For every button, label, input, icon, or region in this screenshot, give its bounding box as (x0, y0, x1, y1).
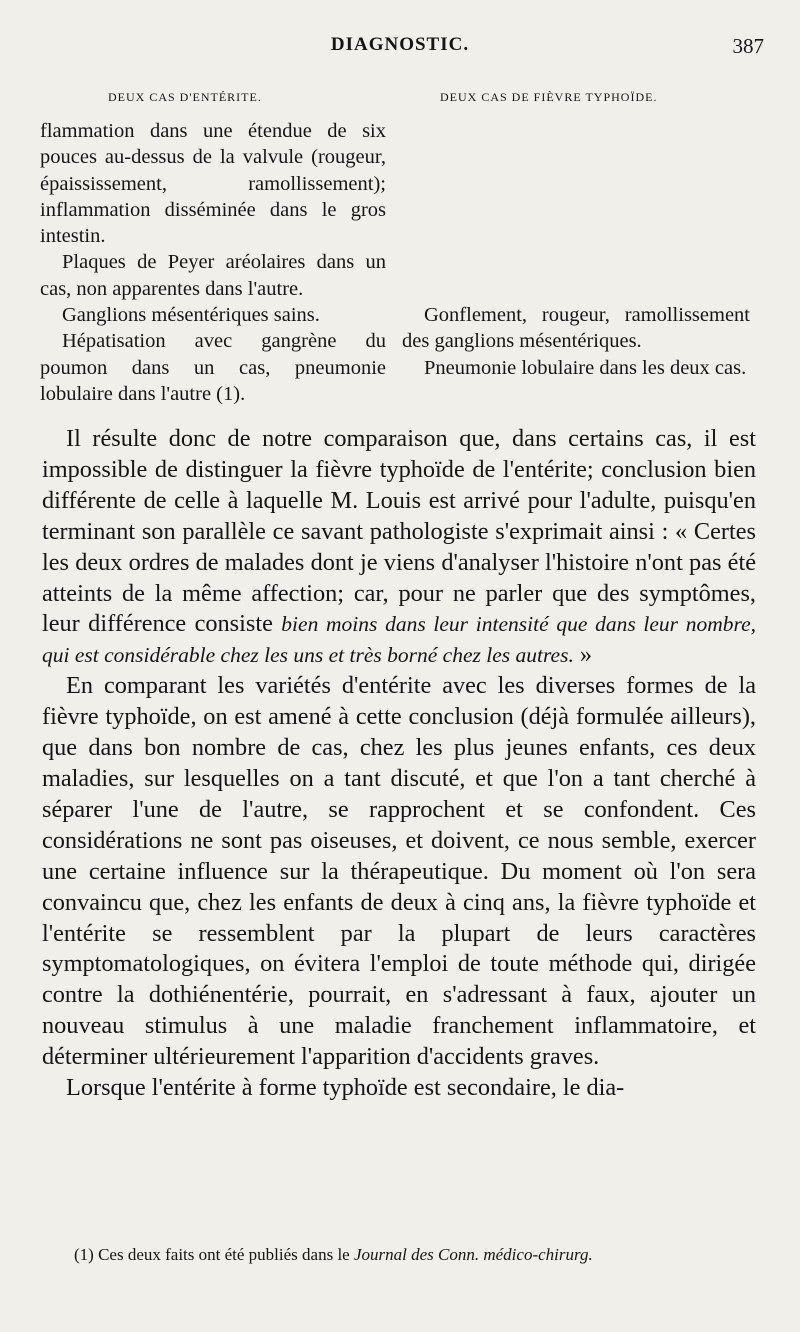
body-paragraph (42, 424, 756, 671)
body-text-run: » (573, 641, 593, 669)
right-column-paragraph: Pneumonie lobulaire dans les deux cas. (424, 356, 747, 379)
left-column-paragraph: Plaques de Peyer aréolaires dans un cas, non apparentes dans l'autre. (40, 251, 386, 300)
right-column (402, 118, 750, 381)
body-text (42, 424, 756, 1104)
body-paragraph: Lorsque l'entérite à forme typhoïde est secondaire, le dia- (66, 1074, 625, 1102)
left-column-paragraph: Ganglions mésentériques sains. (62, 304, 320, 327)
body-text-run: Il résulte donc de notre comparaison que, dans certains cas, il est impossible de distinguer la fièvre typhoïde de l'entérite; conclusion bien différente de celle à laquelle M. Louis est arrivé pour l'adulte, puisqu'en terminant son parallèle ce savant pathologiste s'exprimait ainsi : « Certes les deux ordres de malades dont je viens d'analyser l'histoire n'ont pas été atteints de la même affection; car, pour ne parler que des symptômes, leur différence consiste (42, 425, 756, 638)
left-column (40, 118, 386, 407)
page-number: 387 (732, 34, 764, 58)
running-head (0, 34, 800, 64)
left-column-paragraph: flammation dans une étendue de six pouces au-dessus de la valvule (rougeur, épaississement, ramollissement); inflammation disséminée dans le gros intestin. (40, 120, 386, 248)
footnote (42, 1242, 756, 1268)
body-paragraph: En comparant les variétés d'entérite avec les diverses formes de la fièvre typhoïde, on est amené à cette conclusion (déjà formulée ailleurs), que dans bon nombre de cas, chez les plus jeunes enfants, ces deux maladies, sur lesquelles on a tant discuté, et que l'on a tant cherché à séparer l'une de l'autre, se rapprochent et se confondent. Ces considérations ne sont pas oiseuses, et doivent, ce nous semble, exercer une certaine influence sur la thérapeutique. Du moment où l'on sera convaincu que, chez les enfants de deux à cinq ans, la fièvre typhoïde et l'entérite se ressemblent par la plupart de leurs caractères symptomatologiques, on évitera l'emploi de toute méthode qui, dirigée contre la dothiénentérie, pourrait, en s'adressant à faux, ajouter un nouveau stimulus à une maladie franchement inflammatoire, et déterminer ultérieurement l'apparition d'accidents graves. (42, 672, 756, 1071)
left-column-heading: DEUX CAS D'ENTÉRITE. (108, 90, 262, 104)
right-column-paragraph: Gonflement, rougeur, ramollissement des ganglions mésentériques. (402, 304, 750, 353)
right-column-heading: DEUX CAS DE FIÈVRE TYPHOÏDE. (440, 90, 658, 104)
footnote-text: (1) Ces deux faits ont été publiés dans le (74, 1245, 354, 1264)
footnote-italic: Journal des Conn. médico-chirurg. (353, 1245, 593, 1264)
left-column-paragraph: Hépatisation avec gangrène du poumon dans un cas, pneumonie lobulaire dans l'autre (1). (40, 330, 386, 405)
quoted-italic-text: bien moins dans leur intensité que dans leur nombre, qui est considérable chez les uns et très borné chez les autres. (42, 612, 756, 668)
running-title: DIAGNOSTIC. (330, 34, 470, 55)
